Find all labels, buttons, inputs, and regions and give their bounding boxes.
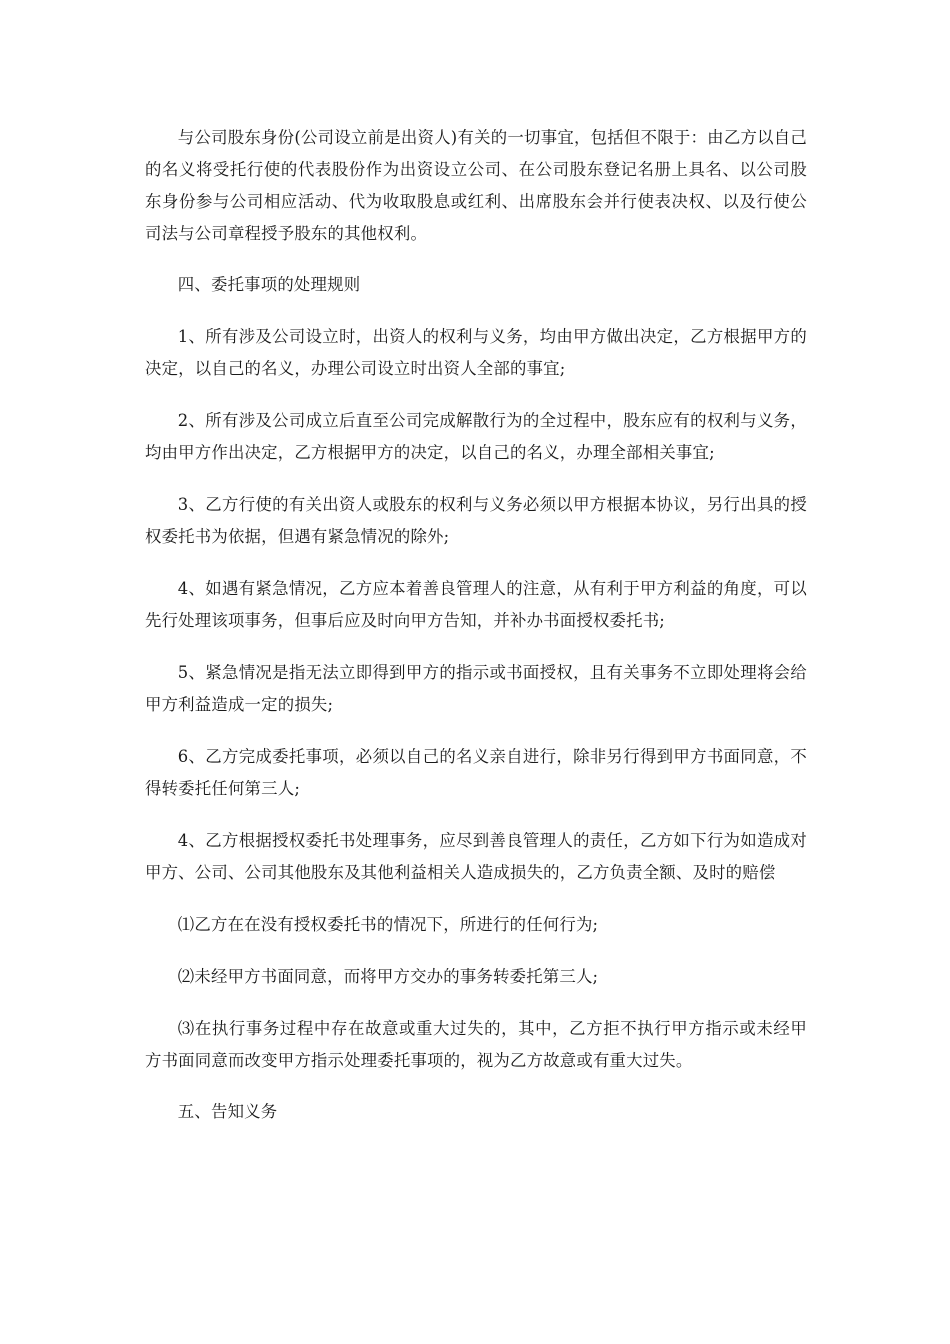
sub-clause-1: ⑴乙方在在没有授权委托书的情况下，所进行的任何行为; — [177, 915, 599, 934]
sub-clause-2: ⑵未经甲方书面同意，而将甲方交办的事务转委托第三人; — [177, 967, 599, 986]
clause-4-liability: 4、乙方根据授权委托书处理事务，应尽到善良管理人的责任，乙方如下行为如造成对甲方、公司、公司其他股东及其他利益相关人造成损失的，乙方负责全额、及时的赔偿 — [145, 831, 807, 882]
clause-4-emergency: 4、如遇有紧急情况，乙方应本着善良管理人的注意，从有利于甲方利益的角度，可以先行处理该项事务，但事后应及时向甲方告知，并补办书面授权委托书; — [145, 579, 807, 630]
clause-3: 3、乙方行使的有关出资人或股东的权利与义务必须以甲方根据本协议，另行出具的授权委托书为依据，但遇有紧急情况的除外; — [145, 495, 807, 546]
sub-clause-3: ⑶在执行事务过程中存在故意或重大过失的，其中，乙方拒不执行甲方指示或未经甲方书面同意而改变甲方指示处理委托事项的，视为乙方故意或有重大过失。 — [145, 1019, 807, 1070]
paragraph-shareholder-scope: 与公司股东身份(公司设立前是出资人)有关的一切事宜，包括但不限于：由乙方以自己的名义将受托行使的代表股份作为出资设立公司、在公司股东登记名册上具名、以公司股东身份参与公司相应活动、代为收取股息或红利、出席股东会并行使表决权、以及行使公司法与公司章程授予股东的其他权利。 — [145, 128, 807, 243]
section-heading-4: 四、委托事项的处理规则 — [177, 275, 361, 294]
clause-1: 1、所有涉及公司设立时，出资人的权利与义务，均由甲方做出决定，乙方根据甲方的决定，以自己的名义，办理公司设立时出资人全部的事宜; — [145, 327, 807, 378]
clause-5: 5、紧急情况是指无法立即得到甲方的指示或书面授权，且有关事务不立即处理将会给甲方利益造成一定的损失; — [145, 663, 807, 714]
clause-2: 2、所有涉及公司成立后直至公司完成解散行为的全过程中，股东应有的权利与义务，均由甲方作出决定，乙方根据甲方的决定，以自己的名义，办理全部相关事宜; — [145, 411, 807, 462]
document-page — [145, 122, 807, 1128]
section-heading-5: 五、告知义务 — [177, 1102, 278, 1121]
clause-6: 6、乙方完成委托事项，必须以自己的名义亲自进行，除非另行得到甲方书面同意，不得转委托任何第三人; — [145, 747, 807, 798]
